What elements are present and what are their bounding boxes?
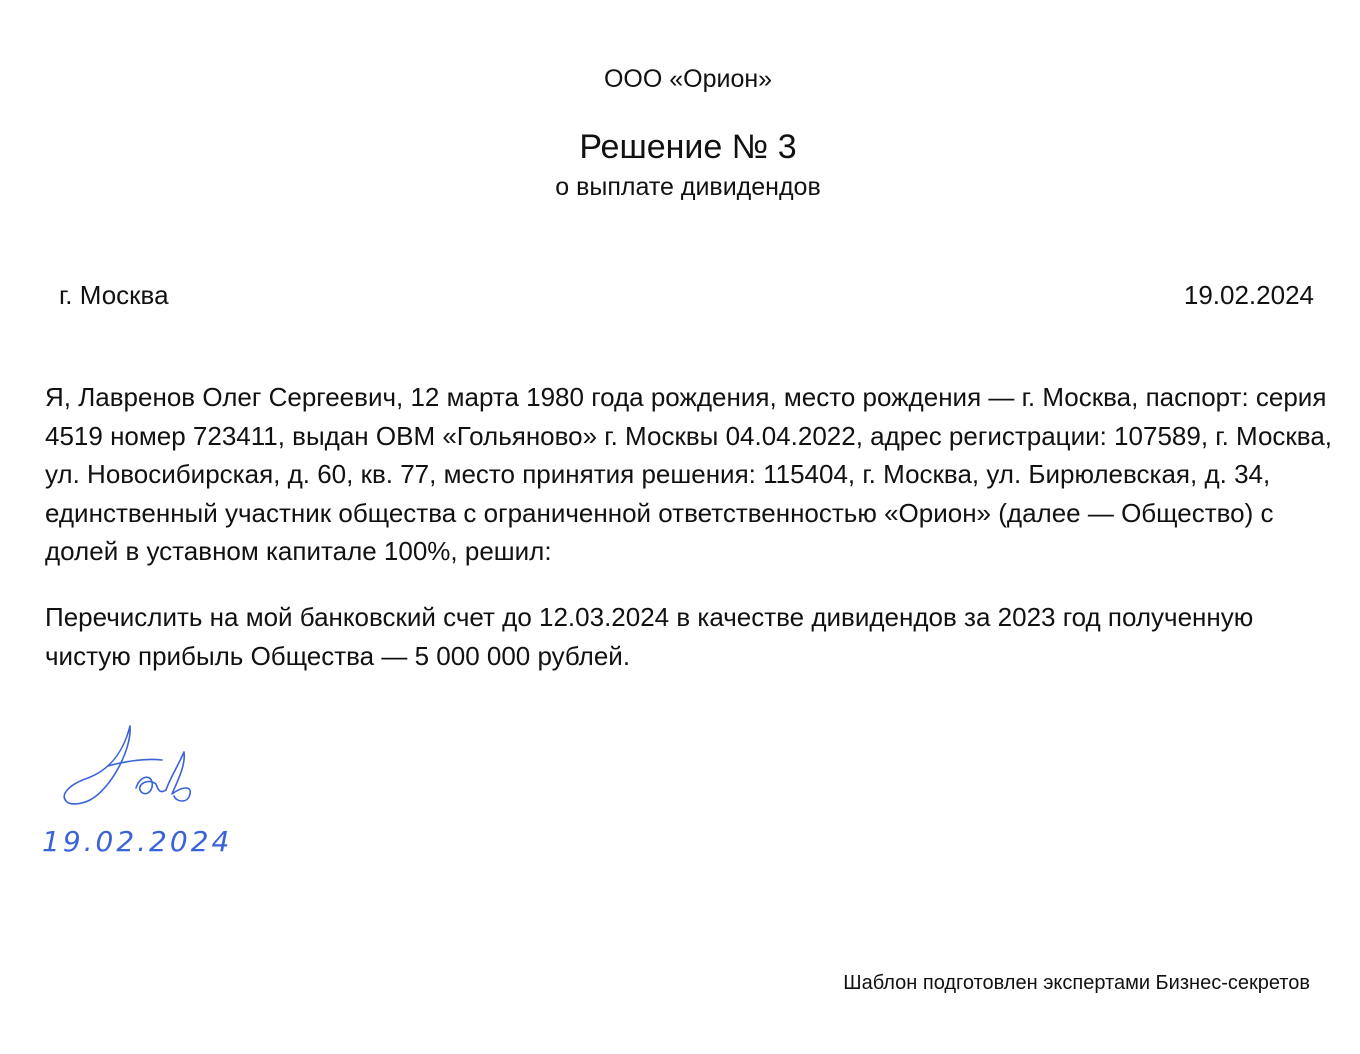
handwritten-signature-date: 19.02.2024 <box>42 825 233 858</box>
place-city: г. Москва <box>59 280 169 310</box>
handwritten-signature <box>52 718 212 818</box>
document-title: Решение № 3 <box>579 128 797 166</box>
company-name: ООО «Орион» <box>603 65 773 93</box>
body-paragraph-decision-preamble: Я, Лавренов Олег Сергеевич, 12 марта 1980 года рождения, место рождения — г. Москва, паспорт: серия 4519 номер 723411, выдан ОВМ «Гольяново» г. Москвы 04.04.2022, адрес регистрации: 107589, г. Москва, ул. Новосибирская, д. 60, кв. 77, место принятия решения: 115404, г. Москва, ул. Бирюлевская, д. 34, единственный участник общества с ограниченной ответственностью «Орион» (далее — Общество) с долей в уставном капитале 100%, решил: <box>45 382 1333 566</box>
body-paragraph-decision: Перечислить на мой банковский счет до 12.03.2024 в качестве дивидендов за 2023 год полученную чистую прибыль Общества — 5 000 000 рублей. <box>45 602 1254 671</box>
document-date: 19.02.2024 <box>1183 280 1314 310</box>
document-subtitle: о выплате дивидендов <box>555 173 821 201</box>
footer-note: Шаблон подготовлен экспертами Бизнес-секретов <box>843 972 1310 994</box>
